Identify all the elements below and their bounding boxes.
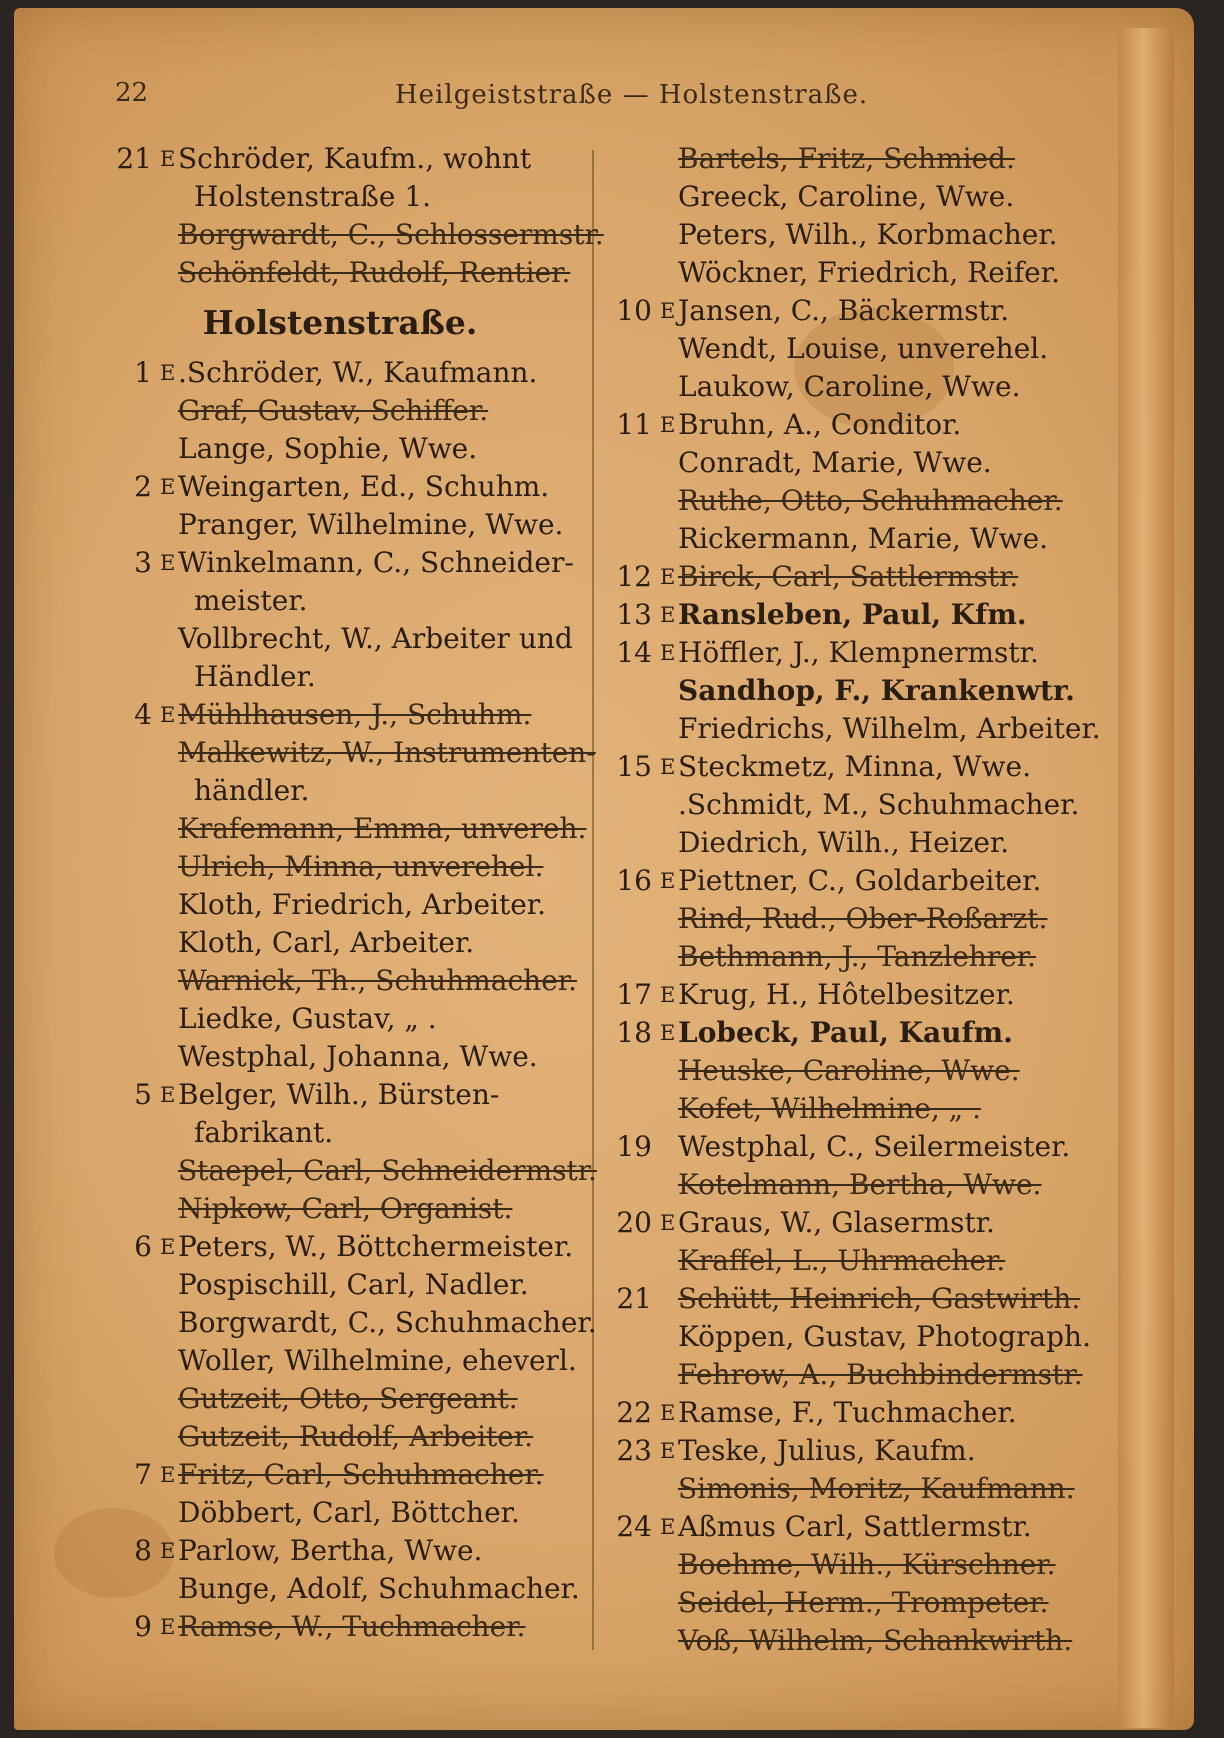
directory-entry bbox=[600, 482, 1080, 520]
directory-entry bbox=[100, 848, 580, 886]
resident-entry: händler. bbox=[194, 774, 310, 807]
resident-entry: Westphal, Johanna, Wwe. bbox=[178, 1040, 538, 1073]
directory-entry bbox=[600, 558, 1080, 596]
resident-entry: Borgwardt, C., Schuhmacher. bbox=[178, 1306, 597, 1339]
resident-entry: Rickermann, Marie, Wwe. bbox=[678, 522, 1049, 555]
directory-entry bbox=[100, 1456, 580, 1494]
resident-entry: Westphal, C., Seilermeister. bbox=[678, 1130, 1071, 1163]
resident-entry: Jansen, C., Bäckermstr. bbox=[678, 294, 1010, 327]
house-number: 2 bbox=[134, 470, 152, 503]
house-number: 23 bbox=[616, 1434, 652, 1467]
directory-entry bbox=[600, 254, 1080, 292]
owner-mark: E bbox=[660, 413, 676, 437]
directory-entry bbox=[600, 444, 1080, 482]
resident-entry: Kloth, Friedrich, Arbeiter. bbox=[178, 888, 547, 921]
struck-resident-entry: Voß, Wilhelm, Schankwirth. bbox=[678, 1624, 1073, 1657]
owner-mark: E bbox=[160, 1083, 176, 1107]
resident-entry: Köppen, Gustav, Photograph. bbox=[678, 1320, 1091, 1353]
owner-mark: E bbox=[660, 983, 676, 1007]
house-number: 21 bbox=[616, 1282, 652, 1315]
directory-entry bbox=[600, 216, 1080, 254]
resident-entry: fabrikant. bbox=[194, 1116, 334, 1149]
house-number: 13 bbox=[616, 598, 652, 631]
resident-entry: Winkelmann, C., Schneider- bbox=[178, 546, 574, 579]
house-number: 8 bbox=[134, 1534, 152, 1567]
struck-resident-entry: Bethmann, J., Tanzlehrer. bbox=[678, 940, 1036, 973]
directory-entry bbox=[100, 1532, 580, 1570]
directory-entry bbox=[600, 938, 1080, 976]
directory-entry bbox=[100, 1152, 597, 1190]
directory-entry bbox=[100, 1380, 580, 1418]
owner-mark: E bbox=[660, 755, 676, 779]
directory-entry bbox=[600, 1014, 1080, 1052]
resident-entry: Holstenstraße 1. bbox=[194, 180, 432, 213]
directory-entry bbox=[100, 1266, 580, 1304]
struck-resident-entry: Staepel, Carl, Schneidermstr. bbox=[178, 1154, 597, 1187]
house-number: 22 bbox=[616, 1396, 652, 1429]
owner-mark: E bbox=[160, 1235, 176, 1259]
resident-entry: Friedrichs, Wilhelm, Arbeiter. bbox=[678, 712, 1101, 745]
resident-entry: Laukow, Caroline, Wwe. bbox=[678, 370, 1021, 403]
page-number: 22 bbox=[115, 78, 149, 108]
directory-entry bbox=[100, 140, 580, 178]
directory-entry bbox=[600, 1546, 1080, 1584]
directory-entry bbox=[600, 672, 1080, 710]
directory-entry bbox=[100, 772, 580, 810]
resident-entry: Krug, H., Hôtelbesitzer. bbox=[678, 978, 1015, 1011]
directory-entry bbox=[100, 1228, 580, 1266]
struck-resident-entry: Warnick, Th., Schuhmacher. bbox=[178, 964, 577, 997]
house-number: 6 bbox=[134, 1230, 152, 1263]
directory-entry bbox=[600, 1432, 1080, 1470]
owner-mark: E bbox=[660, 565, 676, 589]
directory-entry bbox=[600, 900, 1080, 938]
directory-entry bbox=[600, 292, 1080, 330]
struck-resident-entry: Krafemann, Emma, unvereh. bbox=[178, 812, 587, 845]
resident-entry: Ramse, F., Tuchmacher. bbox=[678, 1396, 1017, 1429]
house-number: 4 bbox=[134, 698, 152, 731]
directory-entry bbox=[600, 1356, 1083, 1394]
resident-entry: Bruhn, A., Conditor. bbox=[678, 408, 962, 441]
owner-mark: E bbox=[160, 1539, 176, 1563]
street-heading bbox=[100, 292, 580, 354]
owner-mark: E bbox=[160, 1463, 176, 1487]
struck-resident-entry: Ruthe, Otto, Schuhmacher. bbox=[678, 484, 1063, 517]
directory-entry bbox=[600, 368, 1080, 406]
house-number: 20 bbox=[616, 1206, 652, 1239]
directory-entry bbox=[100, 506, 580, 544]
directory-entry bbox=[100, 962, 580, 1000]
page-edge-shadow bbox=[1118, 28, 1174, 1728]
running-head: Heilgeiststraße — Holstenstraße. bbox=[395, 80, 869, 110]
directory-entry bbox=[100, 1304, 597, 1342]
directory-entry bbox=[100, 1114, 580, 1152]
resident-entry: Pranger, Wilhelmine, Wwe. bbox=[178, 508, 564, 541]
struck-resident-entry: Graf, Gustav, Schiffer. bbox=[178, 394, 489, 427]
resident-entry: Parlow, Bertha, Wwe. bbox=[178, 1534, 483, 1567]
directory-entry bbox=[600, 178, 1080, 216]
directory-entry bbox=[100, 886, 580, 924]
resident-entry: Steckmetz, Minna, Wwe. bbox=[678, 750, 1031, 783]
house-number: 24 bbox=[616, 1510, 652, 1543]
house-number: 10 bbox=[616, 294, 652, 327]
resident-entry: Vollbrecht, W., Arbeiter und bbox=[178, 622, 573, 655]
resident-entry: Kloth, Carl, Arbeiter. bbox=[178, 926, 475, 959]
directory-entry bbox=[600, 1280, 1080, 1318]
directory-entry bbox=[100, 924, 580, 962]
owner-mark: E bbox=[660, 1021, 676, 1045]
directory-entry bbox=[100, 734, 596, 772]
directory-entry bbox=[600, 1128, 1080, 1166]
directory-entry bbox=[600, 596, 1080, 634]
house-number: 9 bbox=[134, 1610, 152, 1643]
struck-resident-entry: Gutzeit, Otto, Sergeant. bbox=[178, 1382, 518, 1415]
resident-entry: Peters, Wilh., Korbmacher. bbox=[678, 218, 1058, 251]
struck-resident-entry: Ramse, W., Tuchmacher. bbox=[178, 1610, 526, 1643]
directory-entry bbox=[600, 140, 1080, 178]
directory-entry bbox=[100, 1418, 580, 1456]
resident-entry: Döbbert, Carl, Böttcher. bbox=[178, 1496, 520, 1529]
owner-mark: E bbox=[660, 299, 676, 323]
page-header bbox=[0, 78, 1224, 118]
house-number: 1 bbox=[134, 356, 152, 389]
directory-entry bbox=[100, 1076, 580, 1114]
resident-entry: Conradt, Marie, Wwe. bbox=[678, 446, 992, 479]
directory-entry bbox=[600, 634, 1080, 672]
owner-mark: E bbox=[160, 361, 176, 385]
struck-resident-entry: Rind, Rud., Ober-Roßarzt. bbox=[678, 902, 1048, 935]
resident-entry: Ransleben, Paul, Kfm. bbox=[678, 598, 1027, 631]
owner-mark: E bbox=[160, 551, 176, 575]
directory-entry bbox=[600, 862, 1080, 900]
house-number: 18 bbox=[616, 1016, 652, 1049]
directory-entry bbox=[600, 1090, 1080, 1128]
directory-entry bbox=[600, 976, 1080, 1014]
resident-entry: Teske, Julius, Kaufm. bbox=[678, 1434, 976, 1467]
resident-entry: Weingarten, Ed., Schuhm. bbox=[178, 470, 550, 503]
resident-entry: Wendt, Louise, unverehel. bbox=[678, 332, 1049, 365]
owner-mark: E bbox=[660, 1401, 676, 1425]
struck-resident-entry: Birck, Carl, Sattlermstr. bbox=[678, 560, 1019, 593]
struck-resident-entry: Schönfeldt, Rudolf, Rentier. bbox=[178, 256, 571, 289]
resident-entry: Belger, Wilh., Bürsten- bbox=[178, 1078, 500, 1111]
resident-entry: Lobeck, Paul, Kaufm. bbox=[678, 1016, 1013, 1049]
directory-entry bbox=[100, 430, 580, 468]
left-column bbox=[100, 140, 604, 1646]
resident-entry: Greeck, Caroline, Wwe. bbox=[678, 180, 1015, 213]
right-column bbox=[600, 140, 1101, 1660]
owner-mark: E bbox=[660, 1439, 676, 1463]
house-number: 16 bbox=[616, 864, 652, 897]
directory-entry bbox=[600, 1318, 1091, 1356]
directory-entry bbox=[600, 1242, 1080, 1280]
directory-entry bbox=[100, 1570, 580, 1608]
directory-entry bbox=[100, 354, 580, 392]
house-number: 11 bbox=[616, 408, 652, 441]
directory-entry bbox=[100, 216, 604, 254]
owner-mark: E bbox=[160, 1615, 176, 1639]
house-number: 21 bbox=[116, 142, 152, 175]
struck-resident-entry: Borgwardt, C., Schlossermstr. bbox=[178, 218, 604, 251]
column-divider bbox=[592, 150, 594, 1650]
owner-mark: E bbox=[160, 703, 176, 727]
directory-entry bbox=[100, 1000, 580, 1038]
struck-resident-entry: Gutzeit, Rudolf, Arbeiter. bbox=[178, 1420, 534, 1453]
directory-entry bbox=[600, 1204, 1080, 1242]
directory-entry bbox=[100, 468, 580, 506]
struck-resident-entry: Malkewitz, W., Instrumenten- bbox=[178, 736, 596, 769]
directory-entry bbox=[100, 1190, 580, 1228]
directory-entry bbox=[100, 1342, 580, 1380]
resident-entry: Sandhop, F., Krankenwtr. bbox=[678, 674, 1075, 707]
directory-entry bbox=[100, 1608, 580, 1646]
resident-entry: Bunge, Adolf, Schuhmacher. bbox=[178, 1572, 580, 1605]
owner-mark: E bbox=[160, 475, 176, 499]
struck-resident-entry: Ulrich, Minna, unverehel. bbox=[178, 850, 544, 883]
owner-mark: E bbox=[160, 147, 176, 171]
struck-resident-entry: Seidel, Herm., Trompeter. bbox=[678, 1586, 1049, 1619]
resident-entry: Pospischill, Carl, Nadler. bbox=[178, 1268, 529, 1301]
street-heading-text: Holstenstraße. bbox=[202, 303, 478, 342]
resident-entry: Händler. bbox=[194, 660, 316, 693]
resident-entry: Diedrich, Wilh., Heizer. bbox=[678, 826, 1010, 859]
struck-resident-entry: Kraffel, L., Uhrmacher. bbox=[678, 1244, 1006, 1277]
directory-entry bbox=[100, 392, 580, 430]
struck-resident-entry: Bartels, Fritz, Schmied. bbox=[678, 142, 1015, 175]
directory-entry bbox=[600, 1508, 1080, 1546]
house-number: 19 bbox=[616, 1130, 652, 1163]
resident-entry: Woller, Wilhelmine, eheverl. bbox=[178, 1344, 577, 1377]
directory-entry bbox=[100, 544, 580, 582]
struck-resident-entry: Schütt, Heinrich, Gastwirth. bbox=[678, 1282, 1081, 1315]
house-number: 7 bbox=[134, 1458, 152, 1491]
directory-entry bbox=[100, 254, 580, 292]
owner-mark: E bbox=[660, 869, 676, 893]
directory-entry bbox=[100, 696, 580, 734]
directory-entry bbox=[600, 824, 1080, 862]
directory-entry bbox=[100, 658, 580, 696]
struck-resident-entry: Kotelmann, Bertha, Wwe. bbox=[678, 1168, 1042, 1201]
resident-entry: .Schröder, W., Kaufmann. bbox=[178, 356, 538, 389]
struck-resident-entry: Nipkow, Carl, Organist. bbox=[178, 1192, 513, 1225]
resident-entry: .Schmidt, M., Schuhmacher. bbox=[678, 788, 1080, 821]
directory-entry bbox=[600, 1622, 1080, 1660]
struck-resident-entry: Boehme, Wilh., Kürschner. bbox=[678, 1548, 1056, 1581]
resident-entry: Schröder, Kaufm., wohnt bbox=[178, 142, 532, 175]
owner-mark: E bbox=[660, 1515, 676, 1539]
directory-entry bbox=[100, 582, 580, 620]
directory-entry bbox=[600, 1584, 1080, 1622]
directory-entry bbox=[600, 1052, 1080, 1090]
resident-entry: meister. bbox=[194, 584, 308, 617]
directory-entry bbox=[100, 810, 587, 848]
directory-entry bbox=[600, 1166, 1080, 1204]
directory-entry bbox=[600, 1394, 1080, 1432]
directory-entry bbox=[600, 406, 1080, 444]
resident-entry: Höffler, J., Klempnermstr. bbox=[678, 636, 1039, 669]
struck-resident-entry: Mühlhausen, J., Schuhm. bbox=[178, 698, 532, 731]
directory-entry bbox=[600, 1470, 1080, 1508]
directory-entry bbox=[100, 1494, 580, 1532]
house-number: 14 bbox=[616, 636, 652, 669]
house-number: 3 bbox=[134, 546, 152, 579]
resident-entry: Aßmus Carl, Sattlermstr. bbox=[678, 1510, 1032, 1543]
directory-entry bbox=[100, 178, 580, 216]
house-number: 17 bbox=[616, 978, 652, 1011]
directory-entry bbox=[100, 1038, 580, 1076]
resident-entry: Peters, W., Böttchermeister. bbox=[178, 1230, 574, 1263]
house-number: 12 bbox=[616, 560, 652, 593]
directory-entry bbox=[600, 748, 1080, 786]
directory-entry bbox=[600, 710, 1101, 748]
struck-resident-entry: Heuske, Caroline, Wwe. bbox=[678, 1054, 1020, 1087]
resident-entry: Wöckner, Friedrich, Reifer. bbox=[678, 256, 1060, 289]
house-number: 5 bbox=[134, 1078, 152, 1111]
owner-mark: E bbox=[660, 641, 676, 665]
owner-mark: E bbox=[660, 603, 676, 627]
directory-entry bbox=[600, 330, 1080, 368]
struck-resident-entry: Fritz, Carl, Schuhmacher. bbox=[178, 1458, 544, 1491]
owner-mark: E bbox=[660, 1211, 676, 1235]
directory-entry bbox=[100, 620, 580, 658]
resident-entry: Piettner, C., Goldarbeiter. bbox=[678, 864, 1042, 897]
struck-resident-entry: Simonis, Moritz, Kaufmann. bbox=[678, 1472, 1075, 1505]
house-number: 15 bbox=[616, 750, 652, 783]
resident-entry: Lange, Sophie, Wwe. bbox=[178, 432, 478, 465]
directory-entry bbox=[600, 520, 1080, 558]
resident-entry: Graus, W., Glasermstr. bbox=[678, 1206, 995, 1239]
directory-entry bbox=[600, 786, 1080, 824]
struck-resident-entry: Kofet, Wilhelmine, „ . bbox=[678, 1092, 981, 1125]
resident-entry: Liedke, Gustav, „ . bbox=[178, 1002, 437, 1035]
struck-resident-entry: Fehrow, A., Buchbindermstr. bbox=[678, 1358, 1083, 1391]
